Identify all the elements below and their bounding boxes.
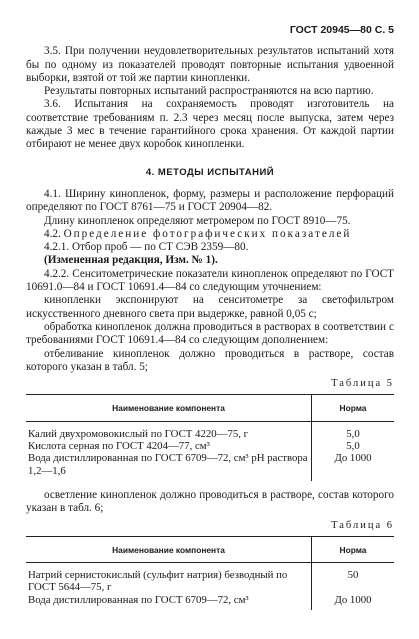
table-6-header-norm: Норма xyxy=(312,536,395,562)
table-5-header-norm: Норма xyxy=(312,395,395,421)
section-title: 4. МЕТОДЫ ИСПЫТАНИЙ xyxy=(145,166,275,178)
table-cell-component: Вода дистиллированная по ГОСТ 6709—72, см³ pH раствора 1,2—1,6 xyxy=(26,452,312,481)
paragraph-4-2 xyxy=(26,228,394,241)
paragraph-4-2-heading: Определение фотографических показателей xyxy=(63,227,352,240)
table-cell-component: Вода дистиллированная по ГОСТ 6709—72, см³ xyxy=(26,594,312,610)
paragraph-4-2-2-processing: обработка кинопленок должна проводиться в растворах в соответствии с требованиями ГОСТ 10691.4—84 со следующим дополнением: xyxy=(26,320,394,347)
paragraph-4-2-number: 4.2. xyxy=(44,227,61,240)
paragraph-4-2-2-exposure: кинопленки экспонируют на сенситометре за светофильтром искусственного дневного света при выдержке, равной 0,05 с; xyxy=(26,294,394,320)
table-row xyxy=(26,452,394,481)
paragraph-3-5: 3.5. При получении неудовлетворительных результатов испытаний хотя бы по одному из показателей проводят повторные испытания удвоенной выборки, взятой от той же партии кинопленки. xyxy=(26,45,394,84)
amendment-note: (Измененная редакция, Изм. № 1). xyxy=(44,254,218,267)
table-6-caption: Таблица 6 xyxy=(331,519,394,531)
table-6-header-component: Наименование компонента xyxy=(26,536,312,562)
table-5 xyxy=(26,394,394,480)
table-5-caption: Таблица 5 xyxy=(331,378,394,390)
table-row xyxy=(26,563,394,594)
table-5-header-component: Наименование компонента xyxy=(26,395,312,421)
table-6 xyxy=(26,536,394,610)
table-row xyxy=(26,421,394,440)
paragraph-4-1-length: Длину кинопленок определяют метромером по ГОСТ 8910—75. xyxy=(44,214,351,227)
table-cell-norm: До 1000 xyxy=(334,593,372,606)
table-cell-norm: 5,0 xyxy=(346,427,360,440)
paragraph-4-2-2-bleaching: отбеливание кинопленок должно проводиться в растворе, состав которого указан в табл. 5; xyxy=(26,347,394,373)
paragraph-4-1: 4.1. Ширину кинопленок, форму, размеры и расположение перфораций определяют по ГОСТ 8761—75 и ГОСТ 20904—82. xyxy=(26,187,394,214)
table-cell-component: Кислота серная по ГОСТ 4204—77, см³ xyxy=(26,440,312,452)
paragraph-3-6: 3.6. Испытания на сохраняемость проводят изготовитель на соответствие требованиям п. 2.3 через месяц после выпуска, затем через каждые 3 мес в течение гарантийного срока хранения. От каждой партии отбирают не менее двух коробок кинопленки. xyxy=(26,98,394,151)
paragraph-3-5-results: Результаты повторных испытаний распространяются на всю партию. xyxy=(44,85,374,98)
table-cell-norm: До 1000 xyxy=(334,452,372,465)
document-page xyxy=(26,24,394,610)
page-header: ГОСТ 20945—80 С. 5 xyxy=(289,24,394,36)
paragraph-4-2-2: 4.2.2. Сенситометрические показатели кинопленок определяют по ГОСТ 10691.0—84 и ГОСТ 10691.4—84 со следующим уточнением: xyxy=(26,267,394,294)
paragraph-4-2-2-clearing: осветление кинопленок должно проводиться в растворе, состав которого указан в табл. 6; xyxy=(26,488,394,515)
table-row xyxy=(26,594,394,610)
table-cell-norm: 5,0 xyxy=(346,440,360,453)
table-cell-norm: 50 xyxy=(347,569,359,582)
paragraph-4-2-1: 4.2.1. Отбор проб — по СТ СЭВ 2359—80. xyxy=(44,241,249,254)
table-cell-component: Натрий сернистокислый (сульфит натрия) безводный по ГОСТ 5644—75, г xyxy=(26,563,312,594)
table-row xyxy=(26,440,394,452)
table-cell-component: Калий двухромовокислый по ГОСТ 4220—75, г xyxy=(26,421,312,440)
